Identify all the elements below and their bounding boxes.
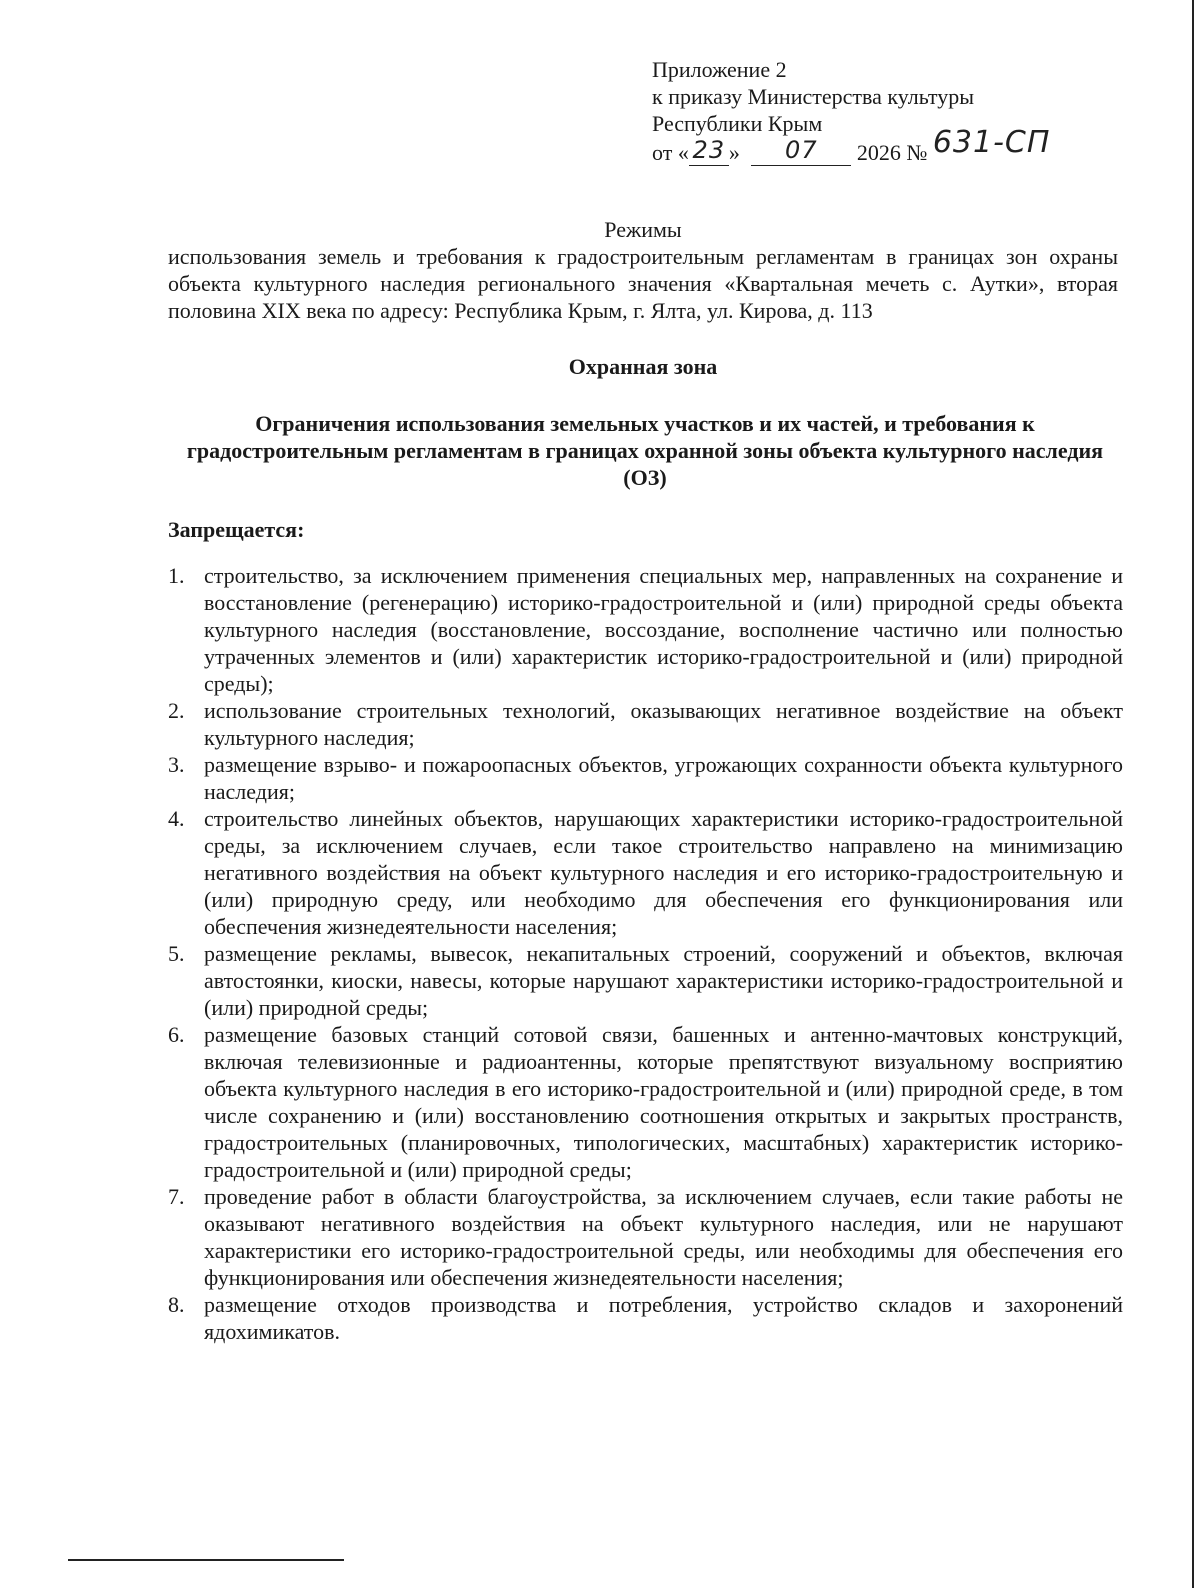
date-mid: » — [728, 140, 740, 165]
list-item — [168, 1291, 1123, 1345]
date-day-field — [689, 136, 729, 166]
date-month-field — [751, 136, 851, 166]
order-number-handwritten: 631-СП — [932, 125, 1051, 160]
list-item-number: 6. — [168, 1022, 185, 1047]
document-title-block — [168, 216, 1118, 324]
list-item-text: размещение взрыво- и пожароопасных объектов, угрожающих сохранности объекта культурного наследия; — [204, 752, 1123, 804]
document-subtitle: использования земель и требования к градостроительным регламентам в границах зон охраны объекта культурного наследия регионального значения «Квартальная мечеть с. Аутки», вторая половина XIX века по адресу: Республика Крым, г. Ялта, ул. Кирова, д. 113 — [168, 244, 1118, 323]
list-item — [168, 940, 1123, 1021]
list-item-text: строительство, за исключением применения специальных мер, направленных на сохранение и восстановление (регенерацию) историко-градостроительной и (или) природной среды объекта культурного наследия (восстановление, воссоздание, восполнение частично или полностью утраченных элементов и (или) характеристик историко-градостроительной и (или) природной среды); — [204, 563, 1123, 696]
appendix-header — [652, 56, 1050, 166]
list-item — [168, 697, 1123, 751]
forbidden-label: Запрещается: — [168, 517, 305, 542]
footnote-separator — [68, 1559, 344, 1561]
list-item-number: 7. — [168, 1184, 185, 1209]
prohibitions-list — [168, 562, 1123, 1345]
appendix-line-1: Приложение 2 — [652, 57, 787, 82]
list-item-text: проведение работ в области благоустройства, за исключением случаев, если такие работы не оказывают негативного воздействия на объект культурного наследия, или не нарушают характеристики его историко-градостроительной среды, или необходимы для обеспечения его функционирования или обеспечения жизнедеятельности населения; — [204, 1184, 1123, 1290]
list-item-text: использование строительных технологий, оказывающих негативное воздействие на объект культурного наследия; — [204, 698, 1123, 750]
date-prefix: от « — [652, 140, 689, 165]
document-title: Режимы — [604, 217, 682, 242]
list-item — [168, 751, 1123, 805]
list-item-number: 4. — [168, 806, 185, 831]
list-item — [168, 805, 1123, 940]
list-item-number: 5. — [168, 941, 185, 966]
list-item-text: строительство линейных объектов, нарушающих характеристики историко-градостроительной среды, за исключением случаев, если такое строительство направлено на минимизацию негативного воздействия на объект культурного наследия и его историко-градостроительную и (или) природную среду, или необходимо для обеспечения его функционирования или обеспечения жизнедеятельности населения; — [204, 806, 1123, 939]
list-item — [168, 1021, 1123, 1183]
list-item — [168, 562, 1123, 697]
zone-title: Охранная зона — [568, 354, 718, 379]
appendix-line-2: к приказу Министерства культуры — [652, 84, 975, 109]
date-year: 2026 № — [856, 140, 928, 165]
restrictions-title: Ограничения использования земельных участков и их частей, и требования к градостроительным регламентам в границах охранной зоны объекта культурного наследия (ОЗ) — [186, 411, 1104, 490]
list-item-number: 1. — [168, 563, 185, 588]
date-day-handwritten: 23 — [692, 136, 726, 164]
list-item-text: размещение базовых станций сотовой связи, башенных и антенно-мачтовых конструкций, включая телевизионные и радиоантенны, которые препятствуют визуальному восприятию объекта культурного наследия в его историко-градостроительной и (или) природной среде, в том числе сохранению и (или) восстановлению соотношения открытых и закрытых пространств, градостроительных (планировочных, типологических, масштабных) характеристик историко-градостроительной и (или) природной среды; — [204, 1022, 1123, 1182]
date-month-handwritten: 07 — [785, 136, 818, 164]
list-item-number: 2. — [168, 698, 185, 723]
list-item — [168, 1183, 1123, 1291]
appendix-date-line — [652, 125, 1051, 166]
appendix-line-3: Республики Крым — [652, 111, 823, 136]
list-item-text: размещение отходов производства и потребления, устройство складов и захоронений ядохимикатов. — [204, 1292, 1123, 1344]
list-item-number: 3. — [168, 752, 185, 777]
list-item-number: 8. — [168, 1292, 185, 1317]
scan-edge-line — [1192, 0, 1194, 1588]
list-item-text: размещение рекламы, вывесок, некапитальных строений, сооружений и объектов, включая автостоянки, киоски, навесы, которые нарушают характеристики историко-градостроительной и (или) природной среды; — [204, 941, 1123, 1020]
